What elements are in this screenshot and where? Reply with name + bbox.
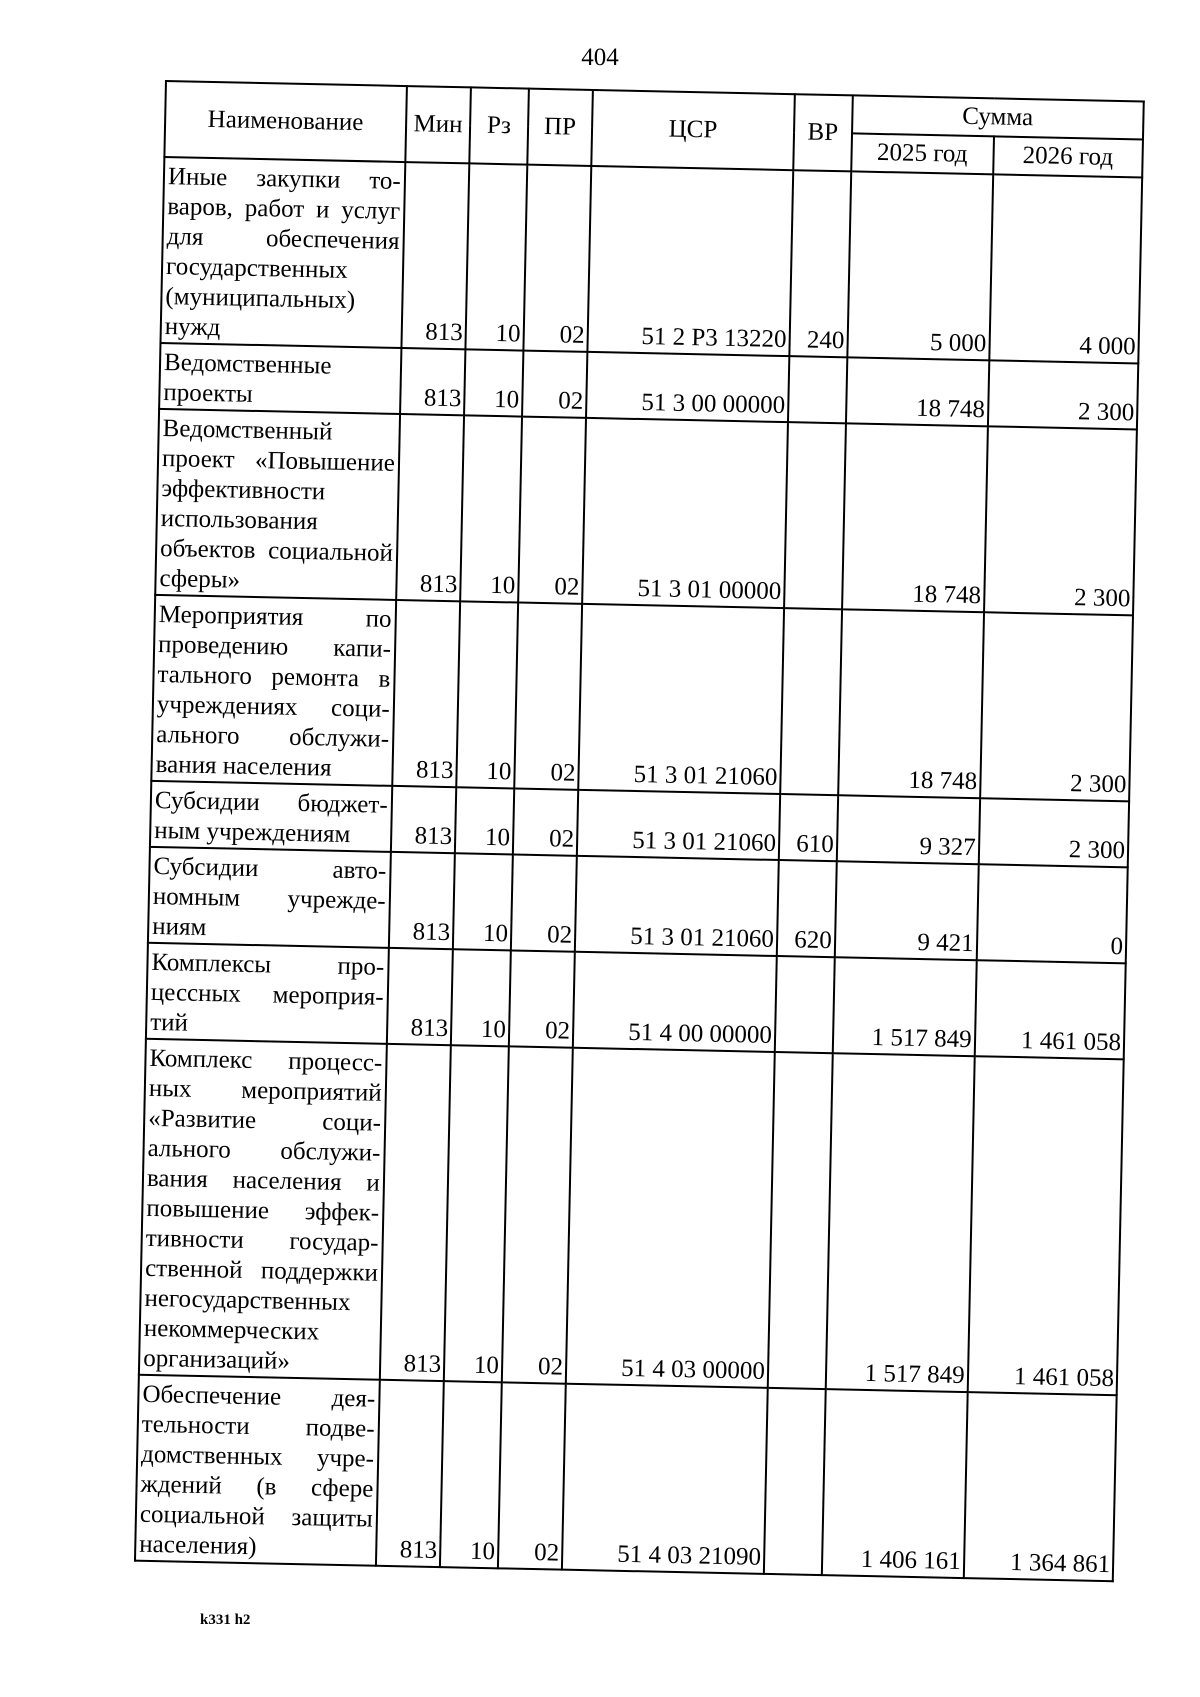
row-sum-2026: 2 300	[984, 426, 1137, 615]
header-rz: Рз	[469, 87, 528, 164]
row-min: 813	[376, 1380, 444, 1567]
row-sum-2025: 1 517 849	[825, 1053, 974, 1392]
table-row	[151, 595, 1133, 801]
row-pr: 02	[511, 854, 577, 951]
row-sum-2025: 1 406 161	[821, 1389, 967, 1578]
row-name: Субсидии бюджетным учреждениям	[150, 781, 392, 852]
row-rz: 10	[455, 787, 514, 854]
row-sum-2025: 5 000	[847, 171, 993, 360]
row-min: 813	[401, 162, 469, 349]
table-row	[139, 1039, 1124, 1395]
row-sum-2026: 1 364 861	[963, 1392, 1116, 1581]
row-pr: 02	[498, 1382, 566, 1569]
header-csr: ЦСР	[591, 90, 794, 170]
header-sum: Сумма	[852, 95, 1144, 139]
row-min: 813	[396, 414, 464, 601]
row-sum-2026: 2 300	[978, 798, 1129, 867]
table-row	[135, 1375, 1117, 1581]
row-name: Обеспечение деятельности подведомственных учреждений (в сфере социальной защиты населения)	[135, 1375, 380, 1566]
row-sum-2026: 2 300	[980, 612, 1133, 801]
header-row-1	[165, 81, 1144, 139]
row-csr: 51 3 01 21060	[577, 790, 780, 860]
row-csr: 51 4 03 21090	[562, 1384, 768, 1574]
row-sum-2025: 9 421	[834, 861, 978, 960]
row-sum-2025: 9 327	[836, 795, 979, 864]
header-2025: 2025 год	[851, 133, 994, 174]
row-name: Иные закупки товаров, работ и услуг для обеспечения государственных (муниципальных) нужд	[160, 157, 405, 348]
row-vr	[788, 356, 847, 423]
row-csr: 51 3 01 21060	[575, 856, 779, 956]
row-vr	[780, 608, 842, 795]
row-sum-2025: 18 748	[846, 357, 989, 426]
row-csr: 51 3 00 00000	[586, 352, 789, 422]
row-sum-2026: 1 461 058	[974, 960, 1125, 1059]
row-pr: 02	[522, 351, 588, 418]
row-sum-2026: 0	[976, 864, 1127, 963]
row-sum-2026: 1 461 058	[967, 1056, 1123, 1395]
row-vr	[784, 422, 846, 609]
row-rz: 10	[460, 415, 522, 602]
header-min: Мин	[405, 86, 471, 163]
row-vr: 240	[789, 170, 851, 357]
row-sum-2026: 2 300	[988, 360, 1139, 429]
row-rz: 10	[456, 601, 518, 788]
row-rz: 10	[453, 853, 513, 950]
row-csr: 51 3 01 00000	[582, 418, 788, 608]
row-name: Мероприятия по проведению капитального ремонта в учреждениях социального обслуживания населения	[151, 595, 396, 786]
header-2026: 2026 год	[993, 136, 1143, 177]
row-name: Субсидии автономным учреждениям	[148, 847, 391, 948]
row-pr: 02	[518, 417, 586, 604]
row-name: Комплекс процессных мероприятий «Развитие социального обслуживания населения и повышение эффективности государственной поддержки негосударственных некоммерческих организаций»	[139, 1039, 387, 1380]
row-rz: 10	[444, 1045, 509, 1382]
row-rz: 10	[465, 163, 527, 350]
row-vr: 620	[777, 860, 837, 957]
row-sum-2025: 18 748	[842, 423, 988, 612]
row-rz: 10	[451, 949, 511, 1046]
row-pr: 02	[514, 603, 582, 790]
row-name: Ведомственный проект «Повышение эффективности использования объектов социальной сферы»	[155, 409, 400, 600]
row-vr	[775, 956, 835, 1053]
page-number: 404	[581, 44, 619, 71]
header-vr: ВР	[793, 94, 852, 171]
table-row	[155, 409, 1137, 615]
header-name: Наименование	[164, 81, 406, 162]
row-csr: 51 3 01 21060	[578, 604, 784, 794]
row-name: Комплексы процессных мероприятий	[146, 943, 389, 1044]
table-row	[160, 157, 1142, 363]
row-vr	[768, 1052, 833, 1389]
row-pr: 02	[502, 1046, 573, 1383]
row-vr	[764, 1388, 826, 1575]
row-pr: 02	[509, 950, 575, 1047]
row-min: 813	[387, 948, 453, 1045]
row-pr: 02	[513, 788, 579, 855]
row-min: 813	[391, 786, 457, 853]
header-pr: ПР	[527, 89, 593, 166]
row-min: 813	[380, 1044, 451, 1381]
row-vr: 610	[779, 794, 838, 861]
row-min: 813	[392, 600, 460, 787]
row-rz: 10	[440, 1381, 502, 1568]
row-pr: 02	[523, 165, 591, 352]
row-rz: 10	[464, 349, 523, 416]
footer-code: k331 h2	[200, 1612, 251, 1628]
row-min: 813	[389, 852, 455, 949]
row-min: 813	[400, 348, 466, 415]
row-csr: 51 2 Р3 13220	[587, 166, 793, 356]
row-name: Ведомственные проекты	[159, 343, 401, 414]
row-sum-2025: 18 748	[838, 609, 984, 798]
row-sum-2025: 1 517 849	[832, 957, 976, 1056]
row-csr: 51 4 03 00000	[566, 1048, 775, 1388]
row-csr: 51 4 00 00000	[573, 952, 777, 1052]
budget-table	[134, 80, 1145, 1582]
row-sum-2026: 4 000	[989, 174, 1142, 363]
